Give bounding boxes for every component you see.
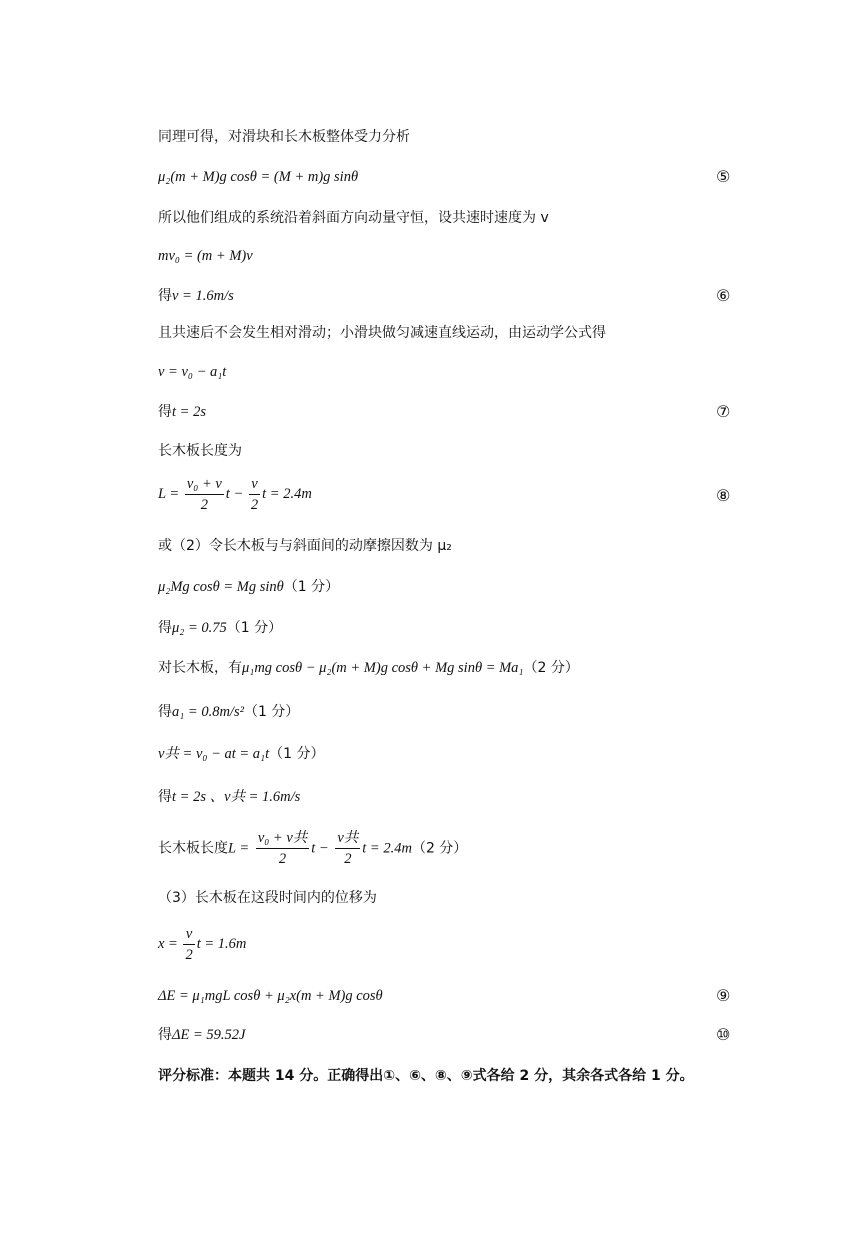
equation-length-1 — [158, 474, 312, 515]
scoring-standard: 评分标准：本题共 14 分。正确得出①、⑥、⑧、⑨式各给 2 分，其余各式各给 1 分。 — [158, 1068, 694, 1084]
result-energy: ΔE = 59.52J — [172, 1027, 246, 1043]
eq-mid: t − — [225, 485, 244, 502]
equation-energy: ΔE = μ₁mgL cosθ + μ₂x(m + M)g cosθ — [158, 988, 383, 1004]
text-line-11: 或（2）令长木板与与斜面间的动摩擦因数为 μ₂ — [158, 538, 452, 554]
equation-number-7: ⑦ — [716, 402, 731, 421]
equation-length-2 — [158, 828, 467, 869]
fraction-denominator: 2 — [200, 497, 208, 513]
eq-lhs: x = — [158, 935, 178, 952]
score: （1 分） — [269, 746, 325, 762]
eq-rhs: t = 2.4m — [262, 485, 312, 502]
equation-number-10: ⑩ — [716, 1025, 731, 1044]
text-line-9: 长木板长度为 — [158, 443, 242, 459]
result-prefix: 得 — [158, 789, 172, 805]
equation-number-5: ⑤ — [716, 167, 731, 186]
score: （2 分） — [411, 840, 468, 857]
equation-kinematics: v = v₀ − a₁t — [158, 364, 227, 380]
prefix: 对长木板，有 — [158, 660, 242, 676]
result-prefix: 得 — [158, 1027, 172, 1043]
result-t: t = 2s — [172, 404, 206, 420]
equation: a₁ = 0.8m/s² — [172, 704, 244, 720]
score: （1 分） — [243, 704, 300, 720]
score: （1 分） — [283, 579, 340, 595]
equation-displacement — [158, 924, 246, 965]
fraction-numerator: v₀ + v共 — [256, 828, 309, 849]
fraction — [249, 474, 260, 515]
score: （2 分） — [523, 660, 579, 676]
text-line-6: 且共速后不会发生相对滑动；小滑块做匀减速直线运动，由运动学公式得 — [158, 325, 606, 341]
equation-number-8: ⑧ — [716, 486, 731, 505]
result-prefix: 得 — [158, 704, 172, 720]
equation-line-12 — [158, 577, 339, 597]
score: （1 分） — [226, 620, 283, 636]
result-prefix: 得 — [158, 620, 172, 636]
text-line-19: （3）长木板在这段时间内的位移为 — [158, 890, 377, 906]
fraction — [185, 474, 224, 515]
equation-momentum: mv₀ = (m + M)v — [158, 248, 253, 264]
text-line-3: 所以他们组成的系统沿着斜面方向动量守恒，设共速时速度为 v — [158, 210, 549, 226]
equation-line-17 — [158, 787, 300, 807]
equation-number-6: ⑥ — [716, 286, 731, 305]
eq-rhs: t = 1.6m — [196, 935, 247, 952]
fraction-denominator: 2 — [185, 947, 193, 963]
eq-lhs: L = — [228, 840, 250, 857]
result-prefix: 得 — [158, 288, 172, 304]
result-line-energy — [158, 1025, 245, 1045]
eq-rhs: t = 2.4m — [362, 840, 412, 857]
prefix: 长木板长度 — [158, 840, 228, 857]
equation: t = 2s 、v共 = 1.6m/s — [172, 789, 301, 805]
equation-number-9: ⑨ — [716, 986, 731, 1005]
equation: v共 = v₀ − at = a₁t — [158, 746, 270, 762]
equation: μ₂ = 0.75 — [172, 620, 227, 636]
fraction-numerator: v共 — [335, 828, 360, 849]
equation: μ₁mg cosθ − μ₂(m + M)g cosθ + Mg sinθ = Ma₁ — [242, 660, 524, 676]
equation-line-13 — [158, 618, 282, 638]
fraction-denominator: 2 — [250, 497, 259, 513]
fraction-numerator: v — [249, 474, 260, 495]
fraction-denominator: 2 — [344, 851, 352, 867]
result-line-t — [158, 402, 206, 422]
equation: μ₂Mg cosθ = Mg sinθ — [158, 579, 284, 595]
text-line-1: 同理可得，对滑块和长木板整体受力分析 — [158, 129, 410, 145]
fraction-numerator: v₀ + v — [185, 474, 224, 495]
fraction-denominator: 2 — [278, 851, 287, 867]
eq-mid: t − — [311, 840, 329, 857]
fraction-numerator: v — [183, 924, 194, 945]
result-v: v = 1.6m/s — [172, 288, 234, 304]
equation-line-16 — [158, 744, 324, 764]
equation-equilibrium: μ₂(m + M)g cosθ = (M + m)g sinθ — [158, 169, 359, 185]
fraction — [256, 828, 309, 869]
equation-line-15 — [158, 702, 299, 722]
result-prefix: 得 — [158, 404, 172, 420]
fraction — [335, 828, 360, 869]
result-line-v — [158, 286, 234, 306]
fraction — [183, 924, 194, 965]
equation-line-14 — [158, 658, 579, 678]
eq-lhs: L = — [158, 485, 180, 502]
